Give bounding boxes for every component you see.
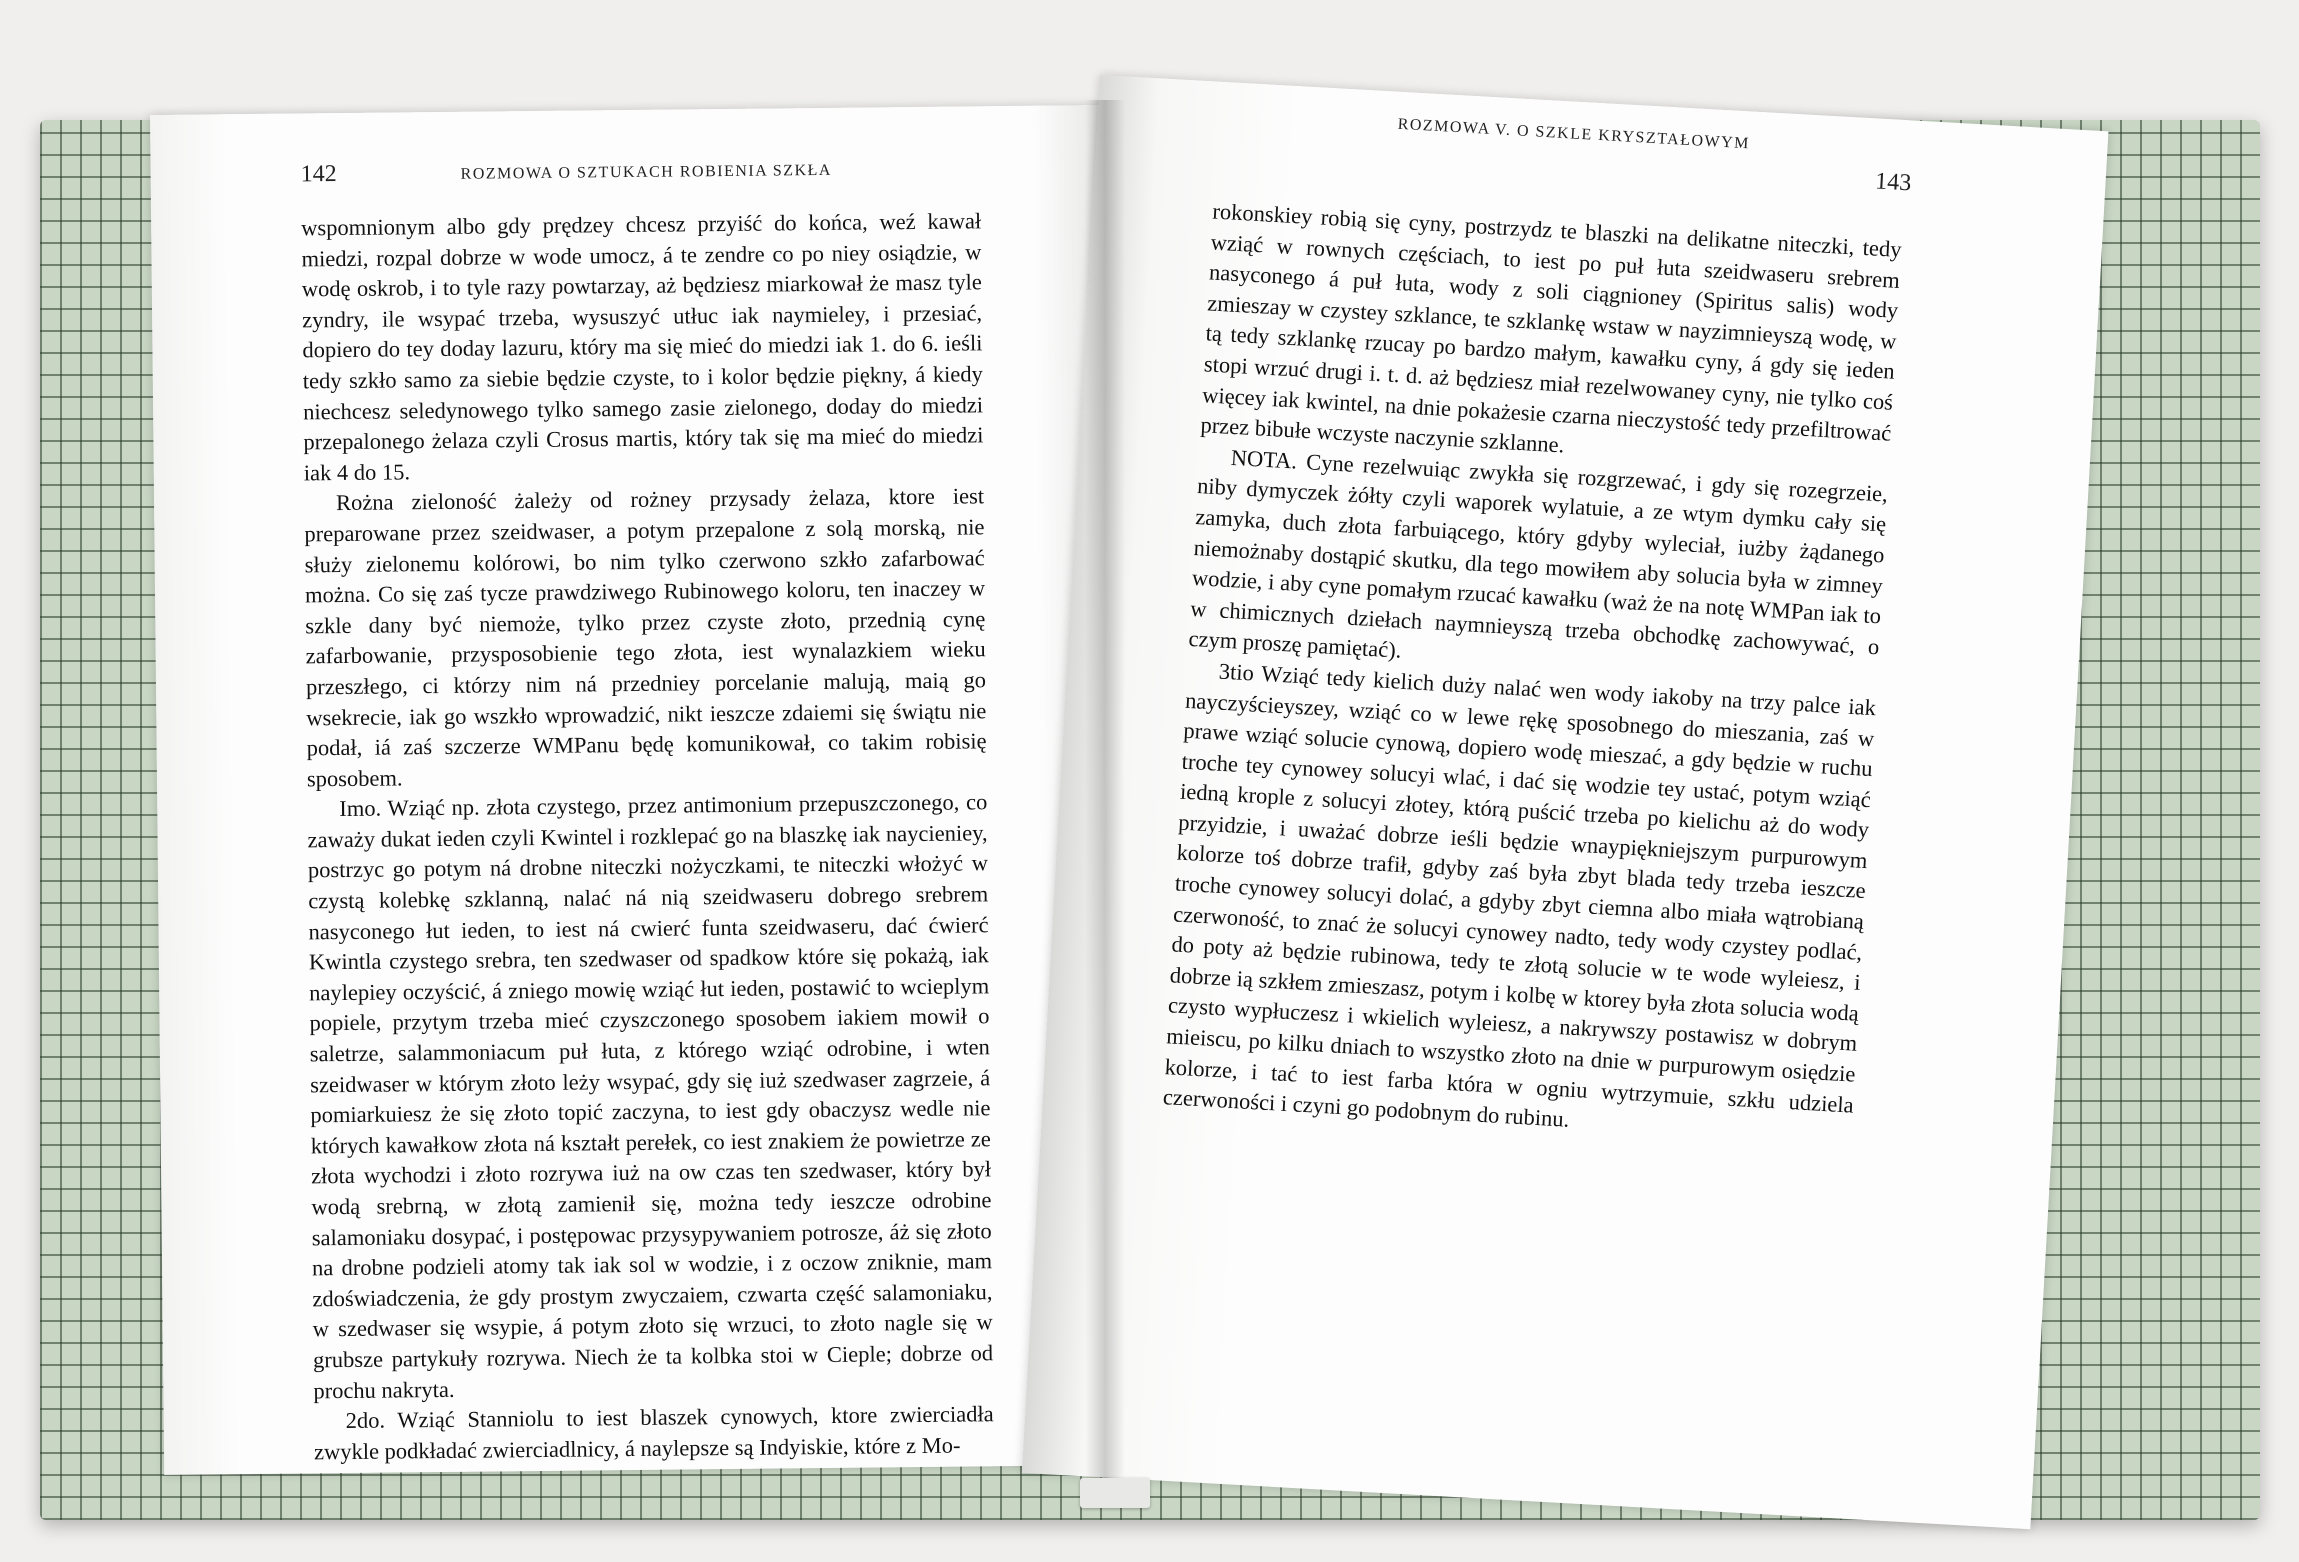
left-page-text xyxy=(301,206,994,1467)
paragraph: 3tio Wziąć tedy kielich duży nalać wen wody iakoby na trzy palce iak nayczyścieyszey, wziąć co w lewe rękę sposobnego do mieszania, zaś w prawe wziąć solucie cynową, dopiero wodę mieszać, a gdy będzie w ruchu troche tey cynowey solucyi wlać, i dać się wodzie tey ustać, potym wziąć iedną krople z solucyi złotey, którą puścić trzeba po kielichu aż do wody przyidzie, i uważać dobrze ieśli będzie wnaypiękniejszym purpurowym kolorze toś dobrze trafił, gdyby zaś była zbyt blada tedy trzeba ieszcze troche cynowey solucyi dolać, a gdyby zbyt ciemna albo miała wątrobianą czerwoność, to znać że solucyi cynowey nadto, tedy wody czystey podlać, do poty aż będzie rubinowa, tedy te złotą solucie w te wode wyleiesz, i dobrze ią szkłem zmieszasz, potym i kolbę w ktorey była złota solucia wodą czysto wypłuczesz i wkielich wyleiesz, a nakrywszy postawisz w dobrym mieiscu, po kilku dniach to wszystko złoto na dnie w purpurowym osiędzie kolorze, i tać to iest farba która w ogniu wytrzymuie, szkłu udziela czerwoności i czyni go podobnym do rubinu. xyxy=(1162,658,1877,1133)
paragraph: 2do. Wziąć Stanniolu to iest blaszek cynowych, ktore zwierciadła zwykle podkładać zwierciadlnicy, á naylepsze są Indyiskie, które z Mo- xyxy=(313,1401,994,1465)
left-running-head: ROZMOWA O SZTUKACH ROBIENIA SZKŁA xyxy=(460,161,832,183)
paragraph: NOTA. Cyne rezelwuiąc zwykła się rozgrzewać, i gdy się rozegrzeie, niby dymyczek żółty czyli waporek wylatuie, a ze wtym dymku cały się zamyka, duch złota farbuiącego, który gdyby wyleciał, iużby żądanego niemożnaby dostąpić skutku, dla tego mowiłem aby solucia była w zimney wodzie, i aby cyne pomałym rzucać kawałku (waż że na notę WMPan iak to w chimicznych dziełach naymnieyszą trzeba obchodkę zachowywać, o czym proszę pamiętać). xyxy=(1187,444,1889,664)
left-page-number: 142 xyxy=(300,161,337,188)
right-page-text xyxy=(1162,197,1902,1152)
paragraph: Rożna zieloność żależy od rożney przysady żelaza, ktore iest preparowane przez szeidwaser, a potym przepalone z solą morską, nie służy zielonemu kolórowi, bo nim tylko czerwono szkło zafarbować można. Co się zaś tycze prawdziwego Rubinowego koloru, ten inaczey w szkle dany być niemoże, tylko przez czyste złoto, przednią cynę zafarbowanie, przysposobienie tego złota, iest wynalazkiem wieku przeszłego, ci którzy nim ná przedniey porcelanie malują, maią go wsekrecie, iak go wszkło wprowadzić, nikt ieszcze zdaiemi się świątu nie podał, iá zaś szczerze WMPanu będę komunikował, co takim robisię sposobem. xyxy=(304,483,987,792)
paragraph: wspomnionym albo gdy prędzey chcesz przyiść do końca, weź kawał miedzi, rozpal dobrze w wode umocz, á te zendre co po niey osiądzie, w wodę oskrob, i to tyle razy powtarzay, aż będziesz miarkował że masz tyle zyndry, ile wsypać trzeba, wysuszyć utłuc iak naymieley, i przesiać, dopiero do tey doday lazuru, który ma się mieć do miedzi iak 1. do 6. ieśli tedy szkło samo za siebie będzie czyste, to i kolor będzie piękny, á kiedy niechcesz seledynowego tylko samego zasie zielonego, doday do miedzi przepalonego żelaza czyli Crosus martis, który tak się ma mieć do miedzi iak 4 do 15. xyxy=(301,208,984,486)
right-running-head: ROZMOWA V. O SZKLE KRYSZTAŁOWYM xyxy=(1397,115,1751,153)
paragraph: Imo. Wziąć np. złota czystego, przez antimonium przepuszczonego, co zaważy dukat ieden czyli Kwintel i rozklepać go na blaszkę iak naycieniey, postrzyc go potym ná drobne niteczki nożyczkami, te niteczki włożyć w czystą kolebkę szklanną, nalać ná nią szeidwaseru dobrego srebrem nasyconego łut ieden, to iest ná cwierć funta szeidwaseru, dać ćwierć Kwintla czystego srebra, ten szedwaser od spadkow które się pokażą, iak naylepiey oczyścić, á zniego mowię wziąć łut ieden, postawić to wcieplym popiele, przytym trzeba mieć czyszczonego sposobem iakiem mowił o saletrze, salammoniacum puł łuta, z którego wziąć odrobine, i wten szeidwaser w którym złoto leży wsypać, gdy się iuż szedwaser zagrzeie, á pomiarkuiesz że się złoto topić zaczyna, to iest gdy obaczysz wedle nie których kawałkow złota ná kształt perełek, co iest znakiem że powietrze ze złota wychodzi i złoto rozrywa iuż na ow czas ten szedwaser, który był wodą srebrną, w złotą zamienił się, można tedy ieszcze odrobine salamoniaku dosypać, i postępowac przysypywaniem potrosze, áż się złoto na drobne podzieli atomy tak iak sol w wodzie, i z oczow zniknie, mam zdoświadczenia, że gdy prostym zwyczaiem, czwarta część salamoniaku, w szedwaser się wsypie, á potym złoto się wrzuci, to złoto nagle się w grubsze partykuły rozrywa. Niech że ta kolbka stoi w Cieple; dobrze od prochu nakryta. xyxy=(307,789,994,1403)
left-page xyxy=(150,105,1124,1475)
right-page-number: 143 xyxy=(1874,168,1912,197)
paragraph: rokonskiey robią się cyny, postrzydz te blaszki na delikatne niteczki, tedy wziąć w rownych częściach, to iest po puł łuta szeidwaseru srebrem nasyconego á puł łuta, wody z soli ciągnioney (Spiritus salis) wody zmieszay w czystey szklance, te szklankę wstaw w nayzimnieyszą wodę, w tą tedy szklankę rzucay po bardzo małym, kawałku cyny, á gdy się ieden stopi wrzuć drugi i. t. d. aż będziesz miał rezelwowaney cyny, nie tylko coś więcey iak kwintel, na dnie pokażesie czarna nieczystość tedy przefiltrować przez bibułe wczyste naczynie szklanne. xyxy=(1199,198,1903,458)
right-page xyxy=(1022,75,2109,1529)
bookmark-ribbon xyxy=(1080,1478,1150,1508)
book-gutter-shadow xyxy=(1085,100,1125,1500)
